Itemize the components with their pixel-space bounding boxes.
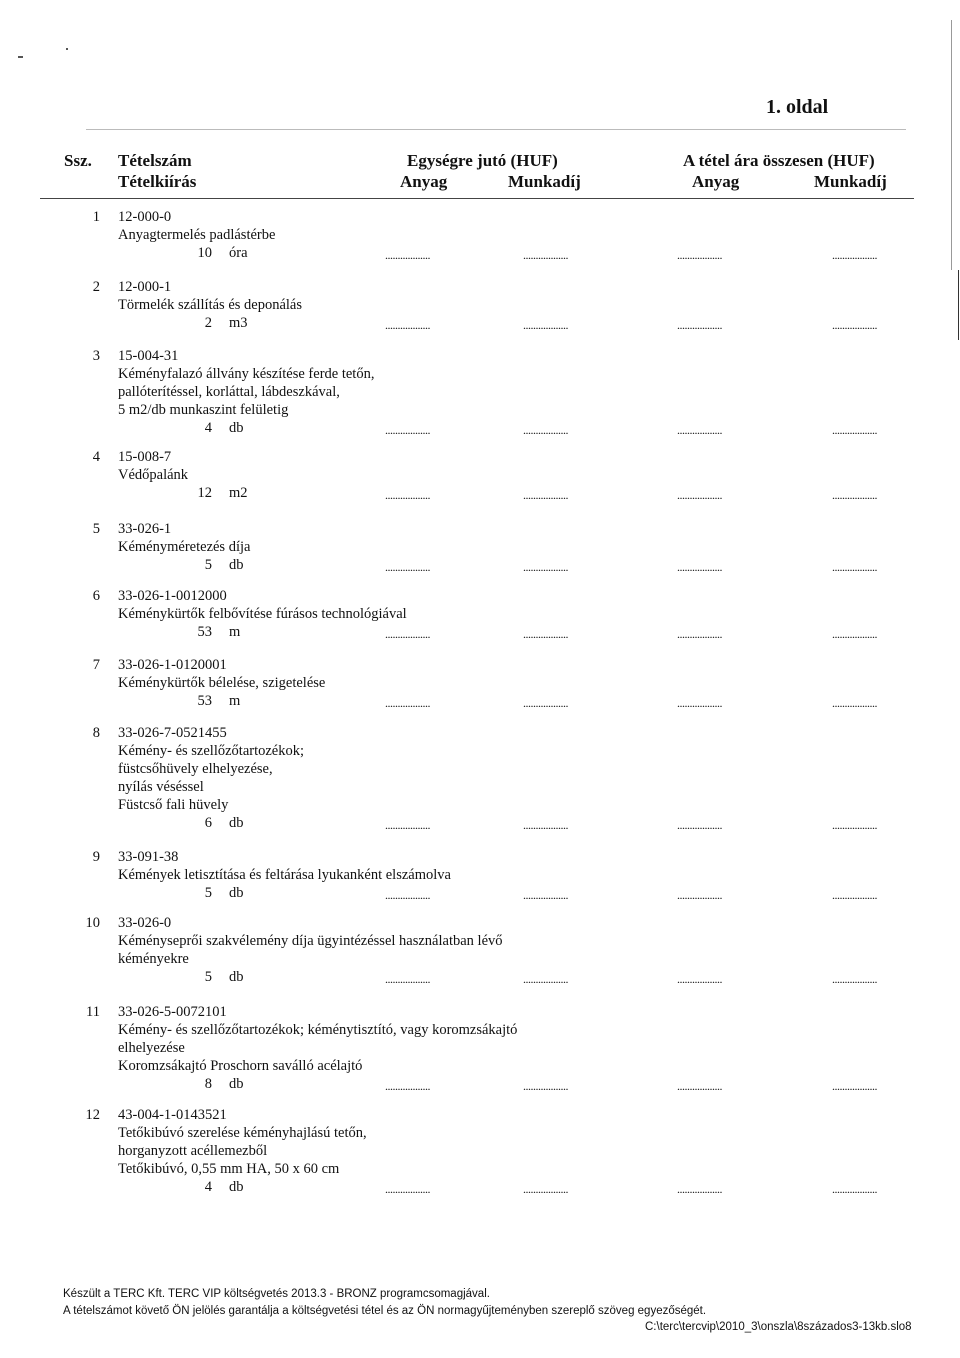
unit-munkadij-placeholder: .................. (523, 488, 568, 502)
item-unit: db (229, 420, 244, 436)
unit-munkadij-placeholder: .................. (523, 972, 568, 986)
total-munkadij-placeholder: .................. (832, 627, 877, 641)
item-code: 12-000-0 (118, 209, 172, 225)
item-code: 33-026-5-0072101 (118, 1004, 227, 1020)
total-anyag-placeholder: .................. (677, 318, 722, 332)
total-anyag-placeholder: .................. (677, 888, 722, 902)
item-unit: db (229, 1076, 244, 1092)
item-quantity: 4 (204, 1179, 212, 1195)
total-munkadij-placeholder: .................. (832, 972, 877, 986)
unit-anyag-placeholder: .................. (385, 423, 430, 437)
total-munkadij-placeholder: .................. (832, 1079, 877, 1093)
item-code: 43-004-1-0143521 (118, 1107, 227, 1123)
unit-munkadij-placeholder: .................. (523, 1079, 568, 1093)
item-quantity: 5 (204, 885, 212, 901)
item-code: 15-008-7 (118, 449, 172, 465)
total-munkadij-placeholder: .................. (832, 888, 877, 902)
item-code: 33-026-7-0521455 (118, 725, 227, 741)
unit-anyag-placeholder: .................. (385, 818, 430, 832)
item-code: 33-026-1 (118, 521, 172, 537)
item-number: 8 (92, 725, 100, 741)
total-munkadij-placeholder: .................. (832, 818, 877, 832)
unit-munkadij-placeholder: .................. (523, 818, 568, 832)
item-unit: óra (229, 245, 248, 261)
item-description-line: 5 m2/db munkaszint felületig (118, 402, 289, 418)
total-munkadij-placeholder: .................. (832, 488, 877, 502)
unit-anyag-placeholder: .................. (385, 696, 430, 710)
item-code: 33-026-0 (118, 915, 172, 931)
item-unit: m (229, 624, 241, 640)
item-description-line: Anyagtermelés padlástérbe (118, 227, 276, 243)
item-description-line: Kéményseprői szakvélemény díja ügyintézéssel használatban lévő (118, 933, 503, 949)
page-number: 1. oldal (766, 96, 829, 118)
item-description-line: Kémények letisztítása és feltárása lyukanként elszámolva (118, 867, 451, 883)
item-unit: db (229, 815, 244, 831)
total-anyag-placeholder: .................. (677, 818, 722, 832)
item-description-line: Tetőkibúvó szerelése kéményhajlású tetőn, (118, 1125, 367, 1141)
scan-mark (18, 56, 23, 58)
item-number: 3 (92, 348, 100, 364)
unit-anyag-placeholder: .................. (385, 972, 430, 986)
item-quantity: 2 (204, 315, 212, 331)
item-quantity: 5 (204, 969, 212, 985)
item-number: 1 (92, 209, 100, 225)
header-total-munkadij: Munkadíj (814, 172, 887, 191)
item-unit: db (229, 885, 244, 901)
item-quantity: 10 (197, 245, 212, 261)
unit-munkadij-placeholder: .................. (523, 560, 568, 574)
unit-anyag-placeholder: .................. (385, 248, 430, 262)
item-quantity: 8 (204, 1076, 212, 1092)
item-quantity: 4 (204, 420, 212, 436)
item-description-line: füstcsőhüvely elhelyezése, (118, 761, 273, 777)
total-munkadij-placeholder: .................. (832, 248, 877, 262)
item-quantity: 53 (197, 624, 212, 640)
item-description-line: Kéménykürtők bélelése, szigetelése (118, 675, 326, 691)
header-unit-anyag: Anyag (400, 172, 448, 191)
item-code: 33-091-38 (118, 849, 179, 865)
item-description-line: Kéményfalazó állvány készítése ferde tetőn, (118, 366, 375, 382)
item-unit: db (229, 969, 244, 985)
item-number: 10 (85, 915, 100, 931)
item-description-line: Füstcső fali hüvely (118, 797, 229, 813)
total-anyag-placeholder: .................. (677, 1079, 722, 1093)
item-number: 2 (92, 279, 100, 295)
total-anyag-placeholder: .................. (677, 560, 722, 574)
unit-munkadij-placeholder: .................. (523, 423, 568, 437)
total-munkadij-placeholder: .................. (832, 423, 877, 437)
item-quantity: 53 (197, 693, 212, 709)
total-anyag-placeholder: .................. (677, 627, 722, 641)
top-rule (86, 129, 906, 130)
item-description-line: Kémény- és szellőzőtartozékok; kéménytisztító, vagy koromzsákajtó (118, 1022, 518, 1038)
item-number: 4 (92, 449, 100, 465)
unit-munkadij-placeholder: .................. (523, 1182, 568, 1196)
item-description-line: horganyzott acéllemezből (118, 1143, 268, 1159)
header-rule (40, 198, 914, 199)
item-quantity: 12 (197, 485, 212, 501)
item-unit: db (229, 557, 244, 573)
total-anyag-placeholder: .................. (677, 488, 722, 502)
item-number: 6 (92, 588, 100, 604)
item-quantity: 6 (204, 815, 212, 831)
total-anyag-placeholder: .................. (677, 972, 722, 986)
item-code: 12-000-1 (118, 279, 172, 295)
item-description-line: Törmelék szállítás és deponálás (118, 297, 303, 313)
item-description-line: elhelyezése (118, 1040, 185, 1056)
total-munkadij-placeholder: .................. (832, 318, 877, 332)
unit-munkadij-placeholder: .................. (523, 318, 568, 332)
unit-munkadij-placeholder: .................. (523, 888, 568, 902)
item-description-line: Koromzsákajtó Proschorn saválló acélajtó (118, 1058, 363, 1074)
item-description-line: nyílás véséssel (118, 779, 204, 795)
total-munkadij-placeholder: .................. (832, 1182, 877, 1196)
item-unit: m (229, 693, 241, 709)
header-ssz: Ssz. (64, 151, 92, 170)
item-number: 7 (92, 657, 100, 673)
unit-anyag-placeholder: .................. (385, 1182, 430, 1196)
item-number: 11 (86, 1004, 100, 1020)
total-anyag-placeholder: .................. (677, 1182, 722, 1196)
unit-anyag-placeholder: .................. (385, 1079, 430, 1093)
item-number: 5 (92, 521, 100, 537)
item-code: 15-004-31 (118, 348, 179, 364)
header-tetelszam: Tételszám (118, 151, 192, 170)
total-anyag-placeholder: .................. (677, 696, 722, 710)
scan-mark (66, 48, 68, 50)
item-unit: m2 (229, 485, 248, 501)
footer-legal-note: A tételszámot követő ÖN jelölés garantálja a költségvetési tétel és az ÖN normagyűjteményben szereplő szöveg egyezőségét. (63, 1305, 707, 1317)
scan-edge-line (958, 270, 959, 340)
footer-generated-note: Készült a TERC Kft. TERC VIP költségvetés 2013.3 - BRONZ programcsomagjával. (63, 1288, 490, 1300)
total-anyag-placeholder: .................. (677, 423, 722, 437)
unit-munkadij-placeholder: .................. (523, 248, 568, 262)
total-munkadij-placeholder: .................. (832, 560, 877, 574)
total-munkadij-placeholder: .................. (832, 696, 877, 710)
unit-anyag-placeholder: .................. (385, 627, 430, 641)
footer-file-path: C:\terc\tercvip\2010_3\onszla\8százados3-13kb.slo8 (645, 1321, 912, 1333)
item-number: 12 (85, 1107, 100, 1123)
item-unit: m3 (229, 315, 248, 331)
unit-anyag-placeholder: .................. (385, 488, 430, 502)
item-quantity: 5 (204, 557, 212, 573)
total-anyag-placeholder: .................. (677, 248, 722, 262)
header-unit-price-title: Egységre jutó (HUF) (407, 151, 558, 170)
item-code: 33-026-1-0012000 (118, 588, 227, 604)
header-total-anyag: Anyag (692, 172, 740, 191)
header-total-title: A tétel ára összesen (HUF) (683, 151, 875, 170)
item-code: 33-026-1-0120001 (118, 657, 227, 673)
scan-edge-line (951, 20, 952, 270)
item-description-line: Kémény- és szellőzőtartozékok; (118, 743, 305, 759)
unit-munkadij-placeholder: .................. (523, 696, 568, 710)
unit-anyag-placeholder: .................. (385, 560, 430, 574)
item-description-line: Védőpalánk (118, 467, 189, 483)
item-unit: db (229, 1179, 244, 1195)
item-description-line: Kéményméretezés díja (118, 539, 251, 555)
unit-anyag-placeholder: .................. (385, 318, 430, 332)
header-unit-munkadij: Munkadíj (508, 172, 581, 191)
item-description-line: kéményekre (118, 951, 189, 967)
item-description-line: Kéménykürtők felbővítése fúrásos technológiával (118, 606, 407, 622)
item-description-line: Tetőkibúvó, 0,55 mm HA, 50 x 60 cm (118, 1161, 340, 1177)
item-description-line: pallóterítéssel, korláttal, lábdeszkával, (118, 384, 340, 400)
unit-anyag-placeholder: .................. (385, 888, 430, 902)
item-number: 9 (92, 849, 100, 865)
header-tetelkiiras: Tételkiírás (118, 172, 197, 191)
unit-munkadij-placeholder: .................. (523, 627, 568, 641)
